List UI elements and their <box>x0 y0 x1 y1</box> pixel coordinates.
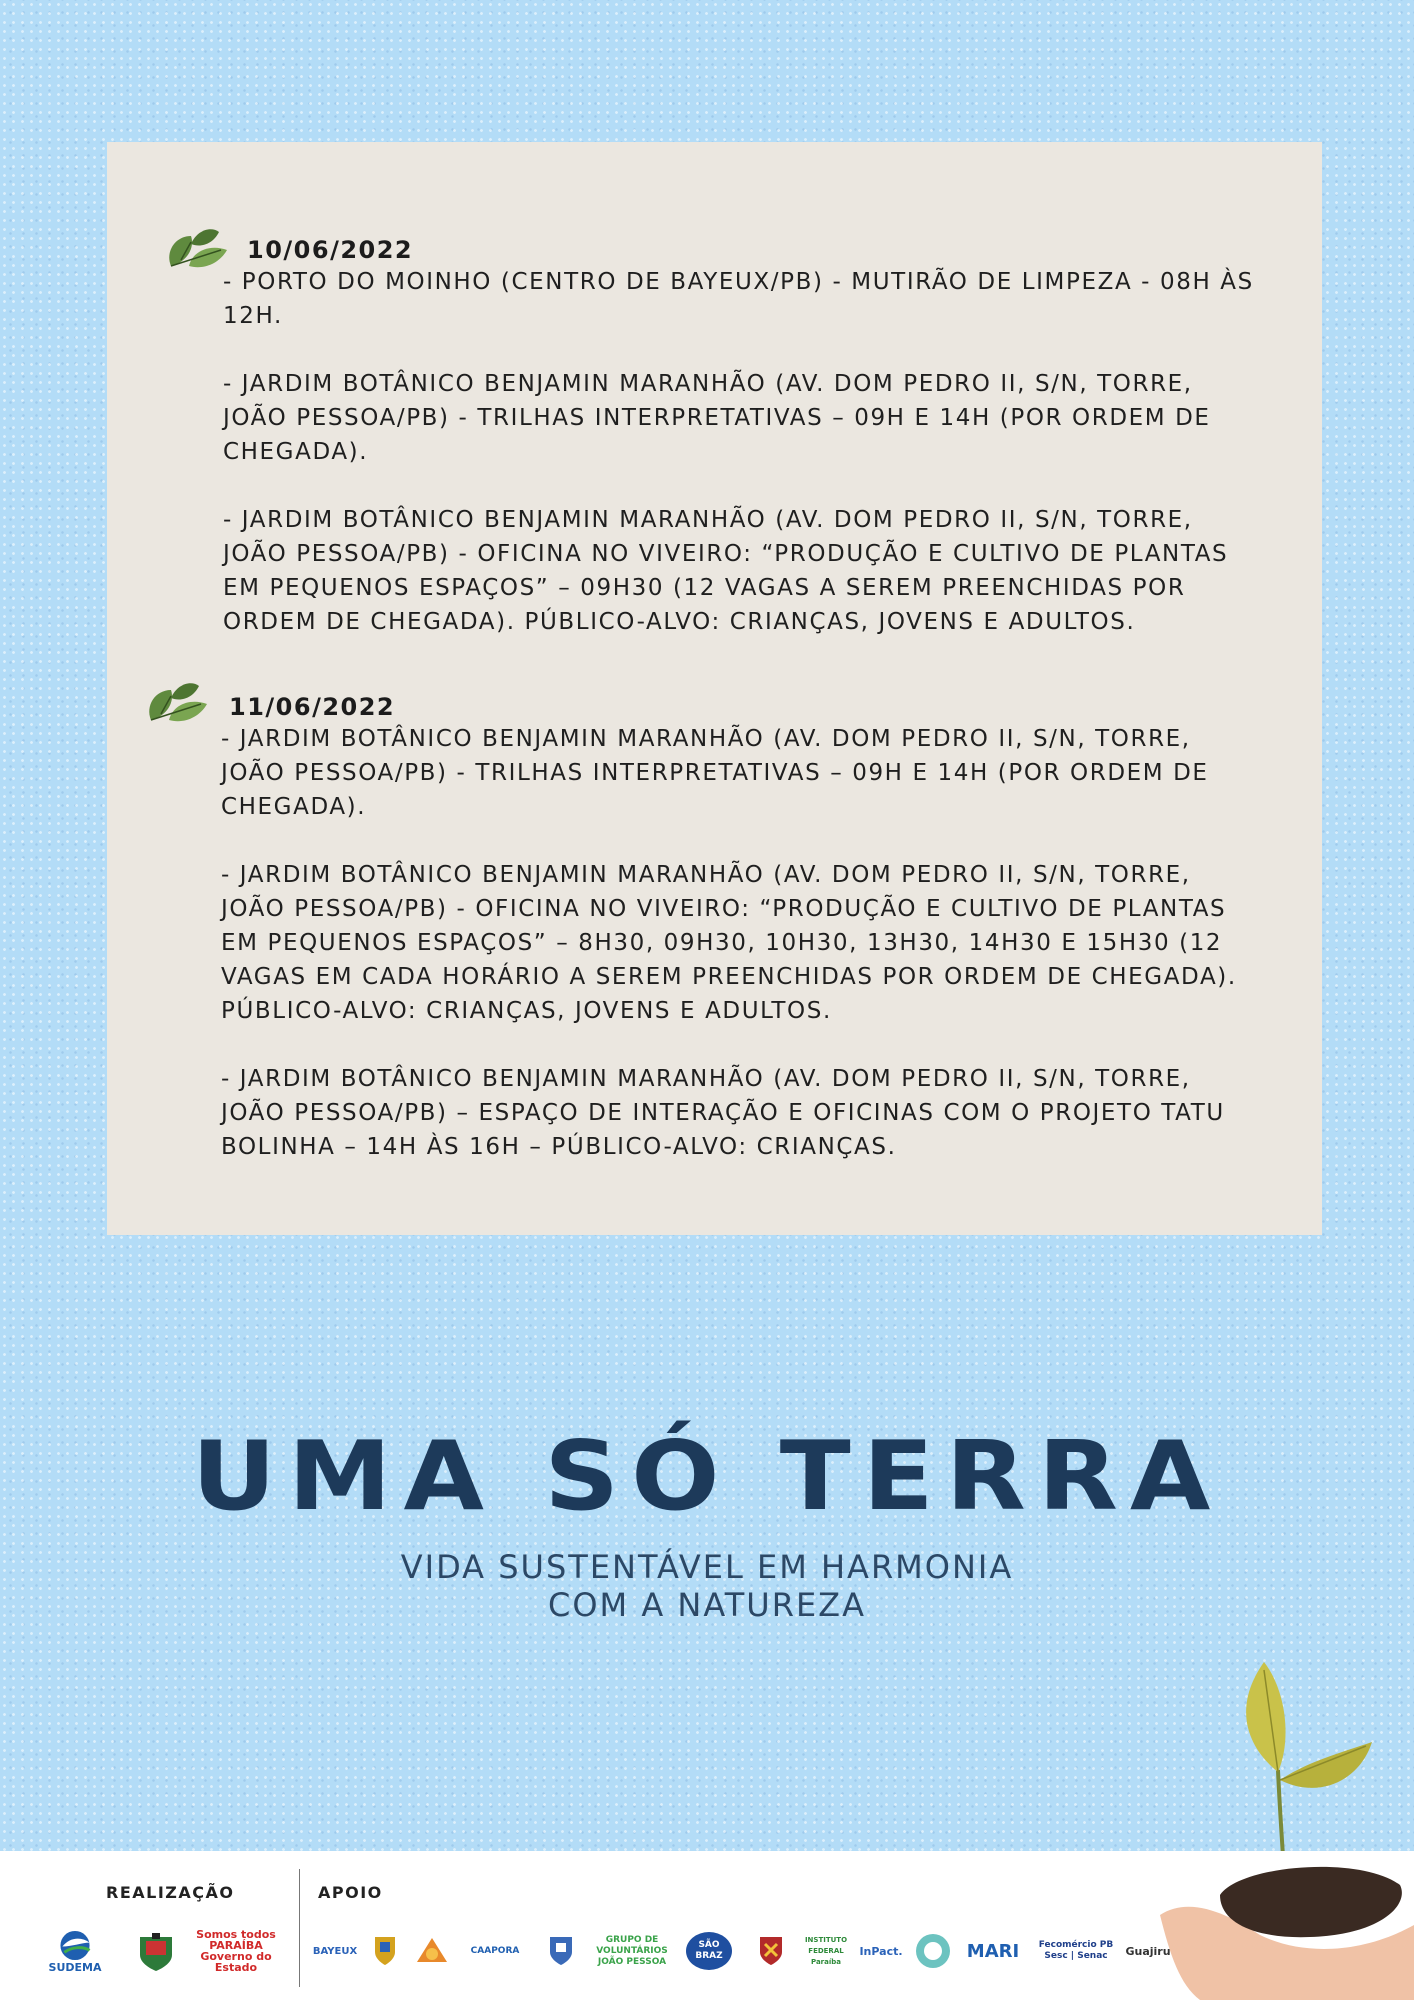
logo-bayeux-text: BAYEUX <box>312 1945 358 1957</box>
campaign-subtitle-line-1: VIDA SUSTENTÁVEL EM HARMONIA <box>400 1548 1014 1586</box>
campaign-subtitle-line-2: COM A NATUREZA <box>548 1586 866 1624</box>
leaf-icon <box>141 676 213 730</box>
schedule-item: - JARDIM BOTÂNICO BENJAMIN MARANHÃO (AV. DOM PEDRO II, S/N, TORRE, JOÃO PESSOA/PB) - OFICINA NO VIVEIRO: “PRODUÇÃO E CULTIVO DE PLANTAS EM PEQUENOS ESPAÇOS” – 09H30 (12 VAGAS A SEREM PREENCHIDAS POR ORDEM DE CHEGADA). PÚBLICO-ALVO: CRIANÇAS, JOVENS E ADULTOS. <box>223 507 1229 635</box>
logo-municipal-seal <box>544 1929 578 1973</box>
logo-sao-braz-badge <box>686 1932 732 1970</box>
schedule-item: - PORTO DO MOINHO (CENTRO DE BAYEUX/PB) - MUTIRÃO DE LIMPEZA - 08H ÀS 12H. <box>223 269 1254 329</box>
logo-grupo-voluntarios <box>592 1929 672 1973</box>
logo-fecomercio <box>1036 1929 1116 1973</box>
schedule-item: - JARDIM BOTÂNICO BENJAMIN MARANHÃO (AV. DOM PEDRO II, S/N, TORRE, JOÃO PESSOA/PB) - TRILHAS INTERPRETATIVAS – 09H E 14H (POR ORDEM DE CHEGADA). <box>221 726 1209 820</box>
schedule-date: 11/06/2022 <box>229 693 396 721</box>
logo-teal-circle <box>912 1929 954 1973</box>
seal-icon <box>547 1934 575 1968</box>
apoio-label: APOIO <box>318 1883 383 1902</box>
logo-sudema <box>40 1929 110 1973</box>
logo-ifpb-text: INSTITUTO FEDERAL Paraíba <box>804 1935 848 1966</box>
schedule-item: - JARDIM BOTÂNICO BENJAMIN MARANHÃO (AV. DOM PEDRO II, S/N, TORRE, JOÃO PESSOA/PB) - TRILHAS INTERPRETATIVAS – 09H E 14H (POR ORDEM DE CHEGADA). <box>223 371 1211 465</box>
logo-mari-text: MARI <box>966 1940 1020 1962</box>
campaign-title: UMA SÓ TERRA <box>191 1419 1223 1533</box>
logo-brasao-pb <box>128 1929 184 1973</box>
campaign-subtitle <box>0 1548 1414 1624</box>
hand-icon <box>1160 1855 1414 2000</box>
logo-guajiru-text: Guajiru <box>1125 1944 1171 1958</box>
logo-inpact-text: InPact. <box>859 1944 903 1958</box>
circle-emblem-icon <box>914 1932 952 1970</box>
logo-bayeux <box>314 1929 356 1973</box>
logo-fecomercio-text: Fecomércio PB Sesc | Senac <box>1038 1940 1114 1961</box>
logo-municipal-crest <box>370 1929 400 1973</box>
logo-sudema-text: SUDEMA <box>48 1961 102 1974</box>
logo-sao-braz <box>684 1929 734 1973</box>
footer-divider <box>299 1869 300 1987</box>
logo-paraiba-text: Somos todos PARAÍBA Governo do Estado <box>196 1928 276 1974</box>
logo-mari <box>960 1929 1026 1973</box>
logo-inpact <box>858 1929 904 1973</box>
logo-caapora-text: CAAPORA <box>470 1945 520 1956</box>
logo-red-shield <box>754 1929 788 1973</box>
crest-icon <box>372 1934 398 1968</box>
emblem-icon <box>413 1934 451 1968</box>
logo-grupo-voluntarios-text: GRUPO DE VOLUNTÁRIOS JOÃO PESSOA <box>596 1934 668 1967</box>
logo-sao-braz-text: SÃO BRAZ <box>695 1940 723 1961</box>
shield-icon <box>757 1934 785 1968</box>
logo-ifpb <box>804 1929 848 1973</box>
sudema-mark-icon <box>52 1929 98 1962</box>
realizacao-label: REALIZAÇÃO <box>106 1883 235 1902</box>
logo-orange-emblem <box>412 1929 452 1973</box>
logo-paraiba <box>190 1929 282 1973</box>
coat-of-arms-icon <box>132 1929 180 1973</box>
logo-caapora <box>458 1929 532 1973</box>
schedule-item: - JARDIM BOTÂNICO BENJAMIN MARANHÃO (AV. DOM PEDRO II, S/N, TORRE, JOÃO PESSOA/PB) – ESPAÇO DE INTERAÇÃO E OFICINAS COM O PROJETO TATU BOLINHA – 14H ÀS 16H – PÚBLICO-ALVO: CRIANÇAS. <box>221 1066 1225 1160</box>
schedule-date: 10/06/2022 <box>247 236 414 264</box>
schedule-card <box>107 142 1322 1235</box>
schedule-item: - JARDIM BOTÂNICO BENJAMIN MARANHÃO (AV. DOM PEDRO II, S/N, TORRE, JOÃO PESSOA/PB) - OFICINA NO VIVEIRO: “PRODUÇÃO E CULTIVO DE PLANTAS EM PEQUENOS ESPAÇOS” – 8H30, 09H30, 10H30, 13H30, 14H30 E 15H30 (12 VAGAS EM CADA HORÁRIO A SEREM PREENCHIDAS POR ORDEM DE CHEGADA). PÚBLICO-ALVO: CRIANÇAS, JOVENS E ADULTOS. <box>221 862 1237 1024</box>
